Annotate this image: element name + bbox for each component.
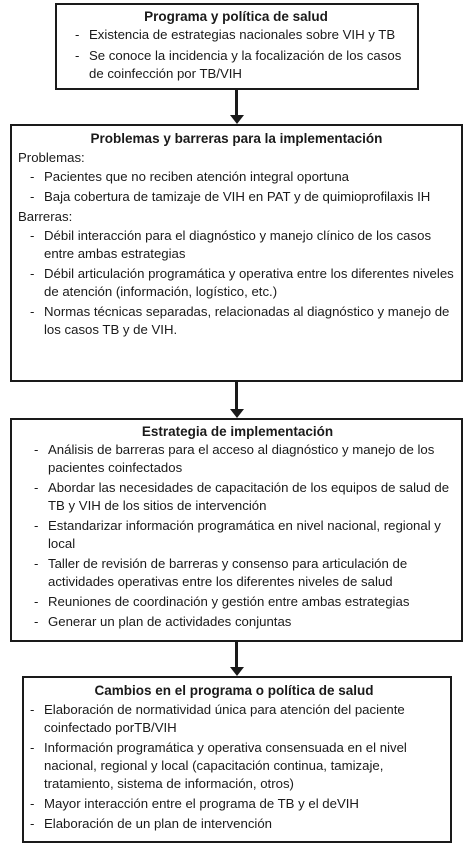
bullet-dash: -	[30, 816, 35, 831]
bullet-dash: -	[34, 614, 39, 629]
implementation-strategy-title: Estrategia de implementación	[141, 424, 334, 439]
item-text: Elaboración de un plan de intervención	[44, 816, 273, 831]
arrow-shaft	[235, 642, 238, 667]
program-policy-box	[55, 3, 419, 90]
problems-barriers-title: Problemas y barreras para la implementación	[90, 131, 383, 146]
arrow-head-icon	[230, 667, 244, 676]
list-item	[24, 701, 444, 737]
bullet-dash: -	[30, 304, 35, 319]
flow-arrow-1	[230, 90, 244, 124]
list-item	[18, 303, 455, 339]
list-item	[61, 47, 411, 83]
list-item	[24, 739, 444, 793]
list-item	[18, 227, 455, 263]
item-text: Elaboración de normatividad única para atención del paciente coinfectado porTB/VIH	[44, 702, 405, 735]
item-text: Reuniones de coordinación y gestión entre ambas estrategias	[48, 594, 410, 609]
bullet-dash: -	[34, 518, 39, 533]
list-item	[20, 593, 455, 611]
program-policy-title: Programa y política de salud	[144, 9, 328, 24]
bullet-dash: -	[34, 594, 39, 609]
item-text: Existencia de estrategias nacionales sobre VIH y TB	[89, 27, 396, 42]
list-item	[20, 613, 455, 631]
item-text: Información programática y operativa consensuada en el nivel nacional, regional y local (capacitación continua, tamizaje, tratamiento, sistema de información, otros)	[44, 740, 407, 791]
item-text: Se conoce la incidencia y la focalización de los casos de coinfección por TB/VIH	[89, 48, 402, 81]
item-text: Abordar las necesidades de capacitación de los equipos de salud de TB y VIH de los sitios de intervención	[48, 480, 450, 513]
arrow-shaft	[235, 382, 238, 409]
list-item	[24, 795, 444, 813]
program-changes-box	[22, 676, 452, 843]
bullet-dash: -	[30, 189, 35, 204]
item-text: Generar un plan de actividades conjuntas	[48, 614, 292, 629]
bullet-dash: -	[34, 480, 39, 495]
bullet-dash: -	[30, 796, 35, 811]
item-text: Baja cobertura de tamizaje de VIH en PAT y de quimioprofilaxis IH	[44, 189, 431, 204]
list-item	[18, 265, 455, 301]
list-item	[20, 479, 455, 515]
bullet-dash: -	[30, 740, 35, 755]
item-text: Normas técnicas separadas, relacionadas al diagnóstico y manejo de los casos TB y de VIH.	[44, 304, 450, 337]
list-item	[20, 441, 455, 477]
arrow-head-icon	[230, 115, 244, 124]
implementation-strategy-box	[10, 418, 463, 642]
list-item	[24, 815, 444, 833]
list-item	[20, 517, 455, 553]
item-text: Taller de revisión de barreras y consenso para articulación de actividades operativas entre los diferentes niveles de salud	[48, 556, 408, 589]
bullet-dash: -	[30, 228, 35, 243]
arrow-head-icon	[230, 409, 244, 418]
bullet-dash: -	[30, 266, 35, 281]
bullet-dash: -	[30, 169, 35, 184]
item-text: Estandarizar información programática en nivel nacional, regional y local	[48, 518, 441, 551]
arrow-shaft	[235, 90, 238, 115]
list-item	[18, 168, 455, 186]
bullet-dash: -	[34, 556, 39, 571]
problems-barriers-box	[10, 124, 463, 382]
barriers-label: Barreras:	[18, 209, 73, 224]
bullet-dash: -	[75, 48, 80, 63]
item-text: Débil interacción para el diagnóstico y manejo clínico de los casos entre ambas estrategias	[44, 228, 432, 261]
item-text: Pacientes que no reciben atención integral oportuna	[44, 169, 349, 184]
program-changes-title: Cambios en el programa o política de salud	[94, 683, 374, 698]
bullet-dash: -	[30, 702, 35, 717]
problems-label: Problemas:	[18, 150, 85, 165]
list-item	[18, 188, 455, 206]
item-text: Análisis de barreras para el acceso al diagnóstico y manejo de los pacientes coinfectados	[48, 442, 435, 475]
bullet-dash: -	[75, 27, 80, 42]
item-text: Mayor interacción entre el programa de TB y el deVIH	[44, 796, 359, 811]
item-text: Débil articulación programática y operativa entre los diferentes niveles de atención (información, logístico, etc.)	[44, 266, 454, 299]
flow-arrow-3	[230, 642, 244, 676]
bullet-dash: -	[34, 442, 39, 457]
list-item	[20, 555, 455, 591]
flow-arrow-2	[230, 382, 244, 418]
list-item	[61, 26, 411, 44]
